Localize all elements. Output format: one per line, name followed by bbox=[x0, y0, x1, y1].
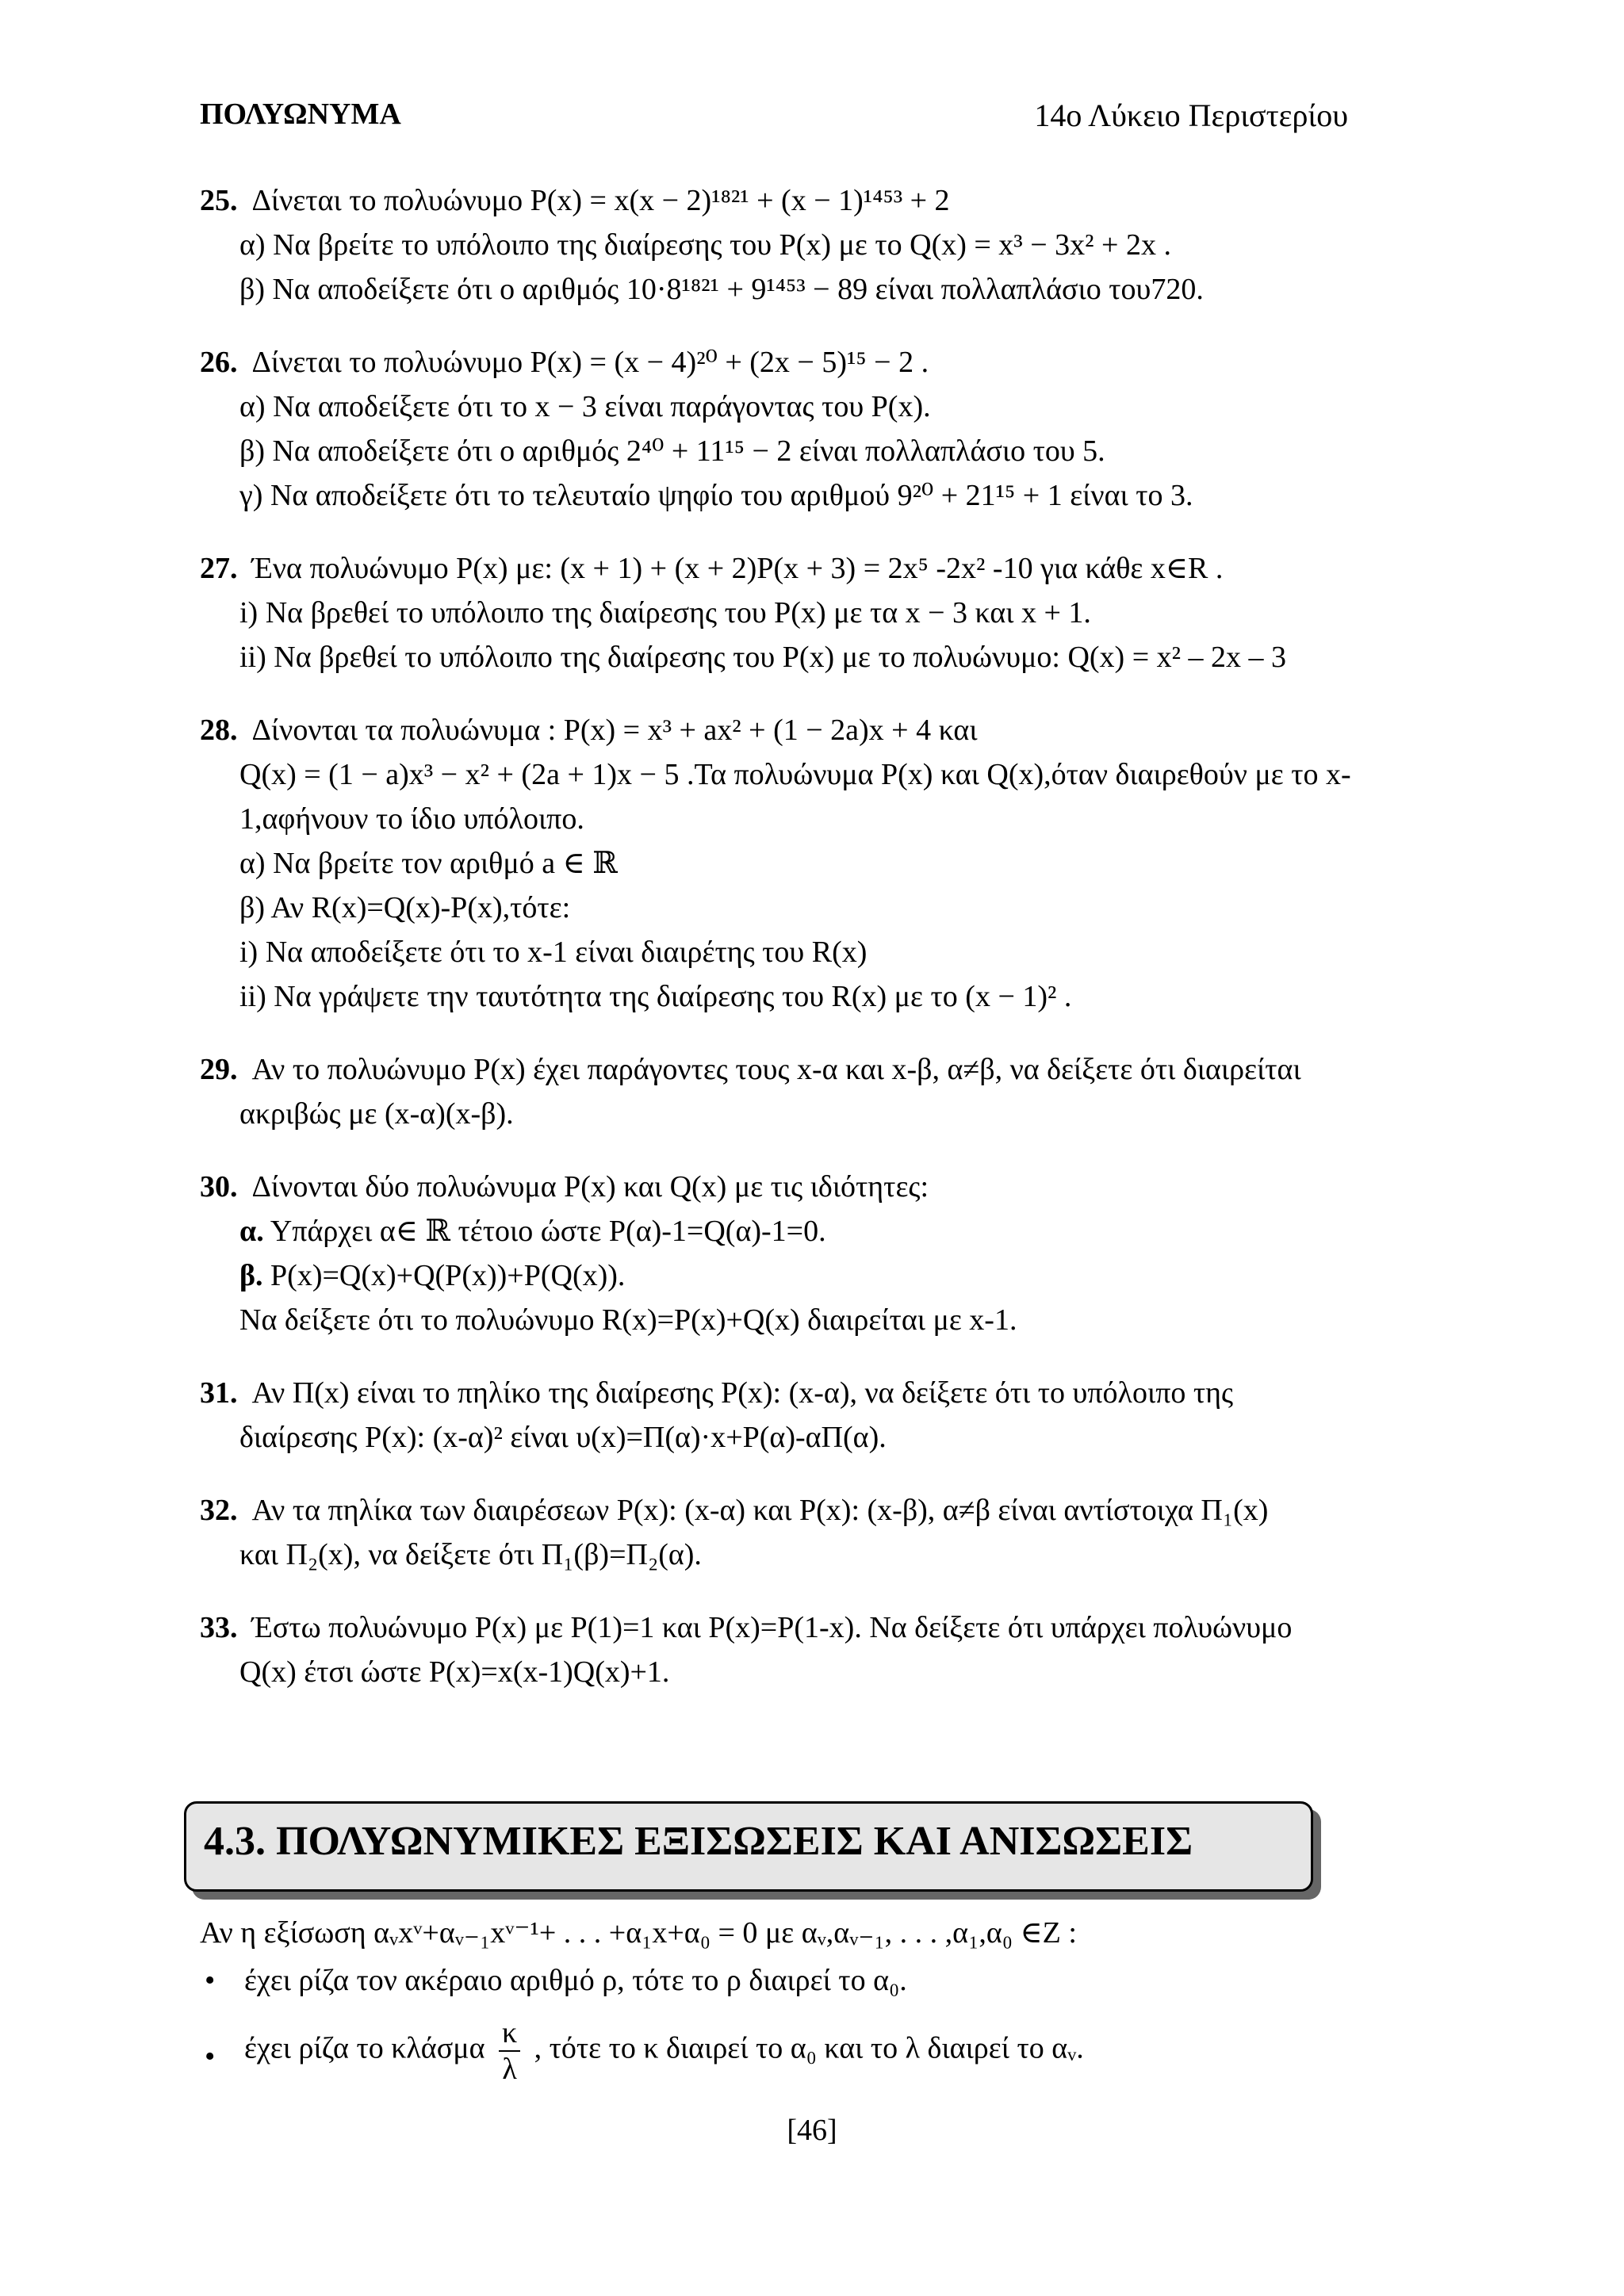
exercise-text: Αν Π(x) είναι το πηλίκο της διαίρεσης P(x): (x-α), να δείξετε ότι το υπόλοιπο της bbox=[251, 1376, 1234, 1410]
fraction-numerator: κ bbox=[499, 2015, 520, 2052]
fraction bbox=[499, 2015, 520, 2087]
exercise-29 bbox=[200, 1047, 1437, 1136]
exercise-31 bbox=[200, 1371, 1437, 1460]
exercise-text: 1,αφήνουν το ίδιο υπόλοιπο. bbox=[239, 802, 584, 836]
exercise-list bbox=[200, 178, 1437, 1723]
bullet-icon: • bbox=[205, 1964, 216, 1997]
exercise-text: ακριβώς με (x-α)(x-β). bbox=[239, 1097, 514, 1131]
exercise-26 bbox=[200, 340, 1437, 518]
exercise-part: i) Να βρεθεί το υπόλοιπο της διαίρεσης του P(x) με τα x − 3 και x + 1. bbox=[239, 596, 1091, 629]
exercise-number: 27. bbox=[200, 552, 238, 585]
bullet-icon: • bbox=[205, 2040, 216, 2073]
exercise-33 bbox=[200, 1605, 1437, 1694]
rule-item bbox=[200, 2015, 1437, 2087]
exercise-number: 29. bbox=[200, 1053, 238, 1086]
exercise-text: Δίνεται το πολυώνυμο P(x) = x(x − 2)¹⁸²¹ + (x − 1)¹⁴⁵³ + 2 bbox=[251, 184, 950, 217]
exercise-25 bbox=[200, 178, 1437, 312]
header-title: ΠΟΛΥΩΝΥΜΑ bbox=[200, 98, 401, 131]
exercise-text: Αν τα πηλίκα των διαιρέσεων P(x): (x-α) και P(x): (x-β), α≠β είναι αντίστοιχα Π₁(x) bbox=[251, 1494, 1269, 1527]
header-school: 14ο Λύκειο Περιστερίου bbox=[1034, 98, 1348, 133]
exercise-text: Ένα πολυώνυμο P(x) με: (x + 1) + (x + 2)P(x + 3) = 2x⁵ -2x² -10 για κάθε x∈R . bbox=[251, 552, 1224, 585]
exercise-number: 28. bbox=[200, 714, 238, 747]
exercise-number: 32. bbox=[200, 1494, 238, 1527]
page-number: [46] bbox=[787, 2114, 837, 2147]
exercise-part: ii) Να γράψετε την ταυτότητα της διαίρεσης του R(x) με το (x − 1)² . bbox=[239, 980, 1072, 1013]
exercise-part: γ) Να αποδείξετε ότι το τελευταίο ψηφίο του αριθμού 9²⁰ + 21¹⁵ + 1 είναι το 3. bbox=[239, 479, 1193, 512]
exercise-part: α) Να βρείτε το υπόλοιπο της διαίρεσης του P(x) με το Q(x) = x³ − 3x² + 2x . bbox=[239, 228, 1171, 262]
property-text: P(x)=Q(x)+Q(P(x))+P(Q(x)). bbox=[270, 1259, 626, 1292]
section-heading-box bbox=[184, 1801, 1313, 1892]
fraction-denominator: λ bbox=[502, 2053, 517, 2086]
property-text: Υπάρχει α∈ ℝ τέτοιο ώστε P(α)-1=Q(α)-1=0. bbox=[270, 1215, 826, 1248]
rule-text: έχει ρίζα τον ακέραιο αριθμό ρ, τότε το ρ διαιρεί το α₀. bbox=[244, 1964, 907, 1997]
exercise-text: Q(x) = (1 − a)x³ − x² + (2a + 1)x − 5 .Τα πολυώνυμα P(x) και Q(x),όταν διαιρεθούν με το x- bbox=[239, 758, 1351, 791]
property-label: α. bbox=[239, 1215, 264, 1248]
exercise-number: 26. bbox=[200, 346, 238, 379]
exercise-part: β) Να αποδείξετε ότι ο αριθμός 2⁴⁰ + 11¹⁵ − 2 είναι πολλαπλάσιο του 5. bbox=[239, 434, 1105, 468]
rules-intro: Αν η εξίσωση αᵥxᵛ+αᵥ₋₁xᵛ⁻¹+ . . . +α₁x+α₀ = 0 με αᵥ,αᵥ₋₁, . . . ,α₁,α₀ ∈Z : bbox=[200, 1916, 1077, 1950]
property-label: β. bbox=[239, 1259, 263, 1292]
exercise-30 bbox=[200, 1165, 1437, 1342]
exercise-text: Δίνονται τα πολυώνυμα : P(x) = x³ + ax² + (1 − 2a)x + 4 και bbox=[251, 714, 978, 747]
exercise-number: 33. bbox=[200, 1611, 238, 1644]
exercise-text: Δίνεται το πολυώνυμο P(x) = (x − 4)²⁰ + (2x − 5)¹⁵ − 2 . bbox=[251, 346, 929, 379]
exercise-text: Δίνονται δύο πολυώνυμα P(x) και Q(x) με τις ιδιότητες: bbox=[251, 1170, 929, 1203]
exercise-number: 25. bbox=[200, 184, 238, 217]
exercise-text: Έστω πολυώνυμο P(x) με P(1)=1 και P(x)=P(1-x). Να δείξετε ότι υπάρχει πολυώνυμο bbox=[251, 1611, 1293, 1644]
rule-text: , τότε το κ διαιρεί το α₀ και το λ διαιρεί το αᵥ. bbox=[534, 2031, 1084, 2065]
exercise-part: ii) Να βρεθεί το υπόλοιπο της διαίρεσης του P(x) με το πολυώνυμο: Q(x) = x² – 2x – 3 bbox=[239, 641, 1287, 674]
exercise-27 bbox=[200, 546, 1437, 679]
exercise-number: 30. bbox=[200, 1170, 238, 1203]
exercise-28 bbox=[200, 708, 1437, 1019]
exercise-part: β) Να αποδείξετε ότι ο αριθμός 10·8¹⁸²¹ + 9¹⁴⁵³ − 89 είναι πολλαπλάσιο του720. bbox=[239, 273, 1204, 306]
exercise-text: διαίρεσης P(x): (x-α)² είναι υ(x)=Π(α)·x+P(α)-αΠ(α). bbox=[239, 1421, 887, 1454]
exercise-part: α) Να βρείτε τον αριθμό a ∈ ℝ bbox=[239, 847, 618, 880]
exercise-text: Να δείξετε ότι το πολυώνυμο R(x)=P(x)+Q(x) διαιρείται με x-1. bbox=[239, 1303, 1017, 1337]
exercise-text: και Π₂(x), να δείξετε ότι Π₁(β)=Π₂(α). bbox=[239, 1538, 702, 1571]
rule-item bbox=[200, 1957, 1437, 2004]
exercise-number: 31. bbox=[200, 1376, 238, 1410]
section-title: 4.3. ΠΟΛΥΩΝΥΜΙΚΕΣ ΕΞΙΣΩΣΕΙΣ ΚΑΙ ΑΝΙΣΩΣΕΙΣ bbox=[204, 1819, 1193, 1864]
exercise-part: i) Να αποδείξετε ότι το x-1 είναι διαιρέτης του R(x) bbox=[239, 936, 868, 969]
exercise-32 bbox=[200, 1488, 1437, 1577]
exercise-text: Αν το πολυώνυμο P(x) έχει παράγοντες τους x-α και x-β, α≠β, να δείξετε ότι διαιρείται bbox=[251, 1053, 1301, 1086]
rule-text: έχει ρίζα το κλάσμα bbox=[244, 2031, 485, 2065]
rational-root-rules bbox=[200, 1909, 1437, 2087]
exercise-text: Q(x) έτσι ώστε P(x)=x(x-1)Q(x)+1. bbox=[239, 1655, 670, 1689]
exercise-part: α) Να αποδείξετε ότι το x − 3 είναι παράγοντας του P(x). bbox=[239, 390, 931, 423]
exercise-part: β) Αν R(x)=Q(x)-P(x),τότε: bbox=[239, 891, 571, 924]
